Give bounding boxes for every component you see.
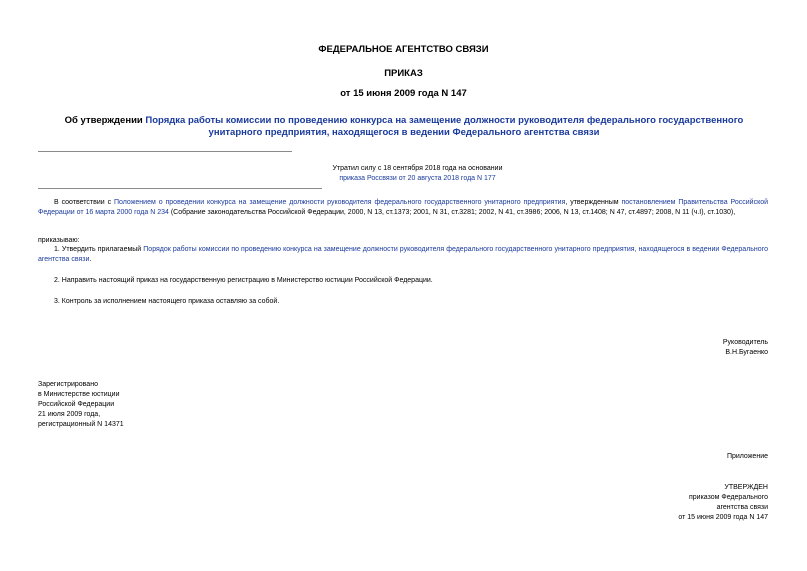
p3-text1: 1. Утвердить прилагаемый [54, 246, 144, 253]
preamble-paragraph [38, 198, 768, 218]
p1-text2: , утвержденным [565, 199, 622, 206]
status-note-link[interactable]: приказа Россвязи от 20 августа 2018 года N 177 [339, 175, 496, 182]
signature-name: В.Н.Бугаенко [725, 349, 768, 356]
divider-top [38, 151, 292, 152]
registration-line-1: Зарегистрировано [38, 381, 98, 388]
doc-title [50, 115, 758, 139]
order-word: приказываю: [38, 237, 80, 244]
status-note [300, 164, 535, 184]
doc-title-prefix: Об утверждении [64, 115, 146, 126]
signature-role: Руководитель [722, 339, 768, 346]
item-3-paragraph: 3. Контроль за исполнением настоящего приказа оставляю за собой. [54, 298, 280, 305]
registration-line-2: в Министерстве юстиции [38, 391, 120, 398]
divider-bottom [38, 188, 322, 189]
signature-block [600, 338, 768, 358]
agency-heading: ФЕДЕРАЛЬНОЕ АГЕНТСТВО СВЯЗИ [318, 44, 489, 55]
doc-date-number: от 15 июня 2009 года N 147 [340, 88, 467, 99]
appendix-label: Приложение [726, 453, 768, 460]
registration-line-3: Российской Федерации [38, 401, 115, 408]
doc-title-link[interactable]: Порядка работы комиссии по проведению конкурса на замещение должности руководителя федерального государственного унитарного предприятия, находящегося в ведении Федерального агентства связи [145, 115, 744, 138]
registration-line-5: регистрационный N 14371 [38, 421, 124, 428]
p3-text2: . [89, 256, 92, 263]
p1-text3: (Собрание законодательства Российской Федерации, 2000, N 13, ст.1373; 2001, N 31, ст.3281; 2002, N 41, ст.3986; 2006, N 13, ст.1408; N 47, ст.4897; 2008, N 11 (ч.I), ст.1030), [168, 209, 736, 216]
status-note-text: Утратил силу с 18 сентября 2018 года на основании [332, 165, 503, 172]
registration-line-4: 21 июля 2009 года, [38, 411, 101, 418]
p1-text1: В соответствии с [54, 199, 114, 206]
approval-line-3: агентства связи [716, 504, 768, 511]
item-2-paragraph: 2. Направить настоящий приказ на государственную регистрацию в Министерство юстиции Российской Федерации. [54, 277, 433, 284]
doc-type-heading: ПРИКАЗ [384, 68, 423, 79]
approval-line-2: приказом Федерального [688, 494, 768, 501]
item-1-paragraph [38, 245, 768, 265]
procedure-link[interactable]: Порядок работы комиссии по проведению конкурса на замещение должности руководителя федерального государственного унитарного предприятия, находящегося в ведении Федерального агентства связи [38, 246, 768, 263]
registration-block [38, 380, 218, 430]
government-decree-link[interactable]: постановлением Правительства Российской Федерации от 16 марта 2000 года N 234 [38, 199, 769, 216]
approval-block [600, 483, 768, 523]
regulation-link[interactable]: Положением о проведении конкурса на замещение должности руководителя федерального государственного унитарного предприятия [113, 199, 566, 206]
approval-line-4: от 15 июня 2009 года N 147 [678, 514, 768, 521]
approval-line-1: УТВЕРЖДЕН [724, 484, 768, 491]
